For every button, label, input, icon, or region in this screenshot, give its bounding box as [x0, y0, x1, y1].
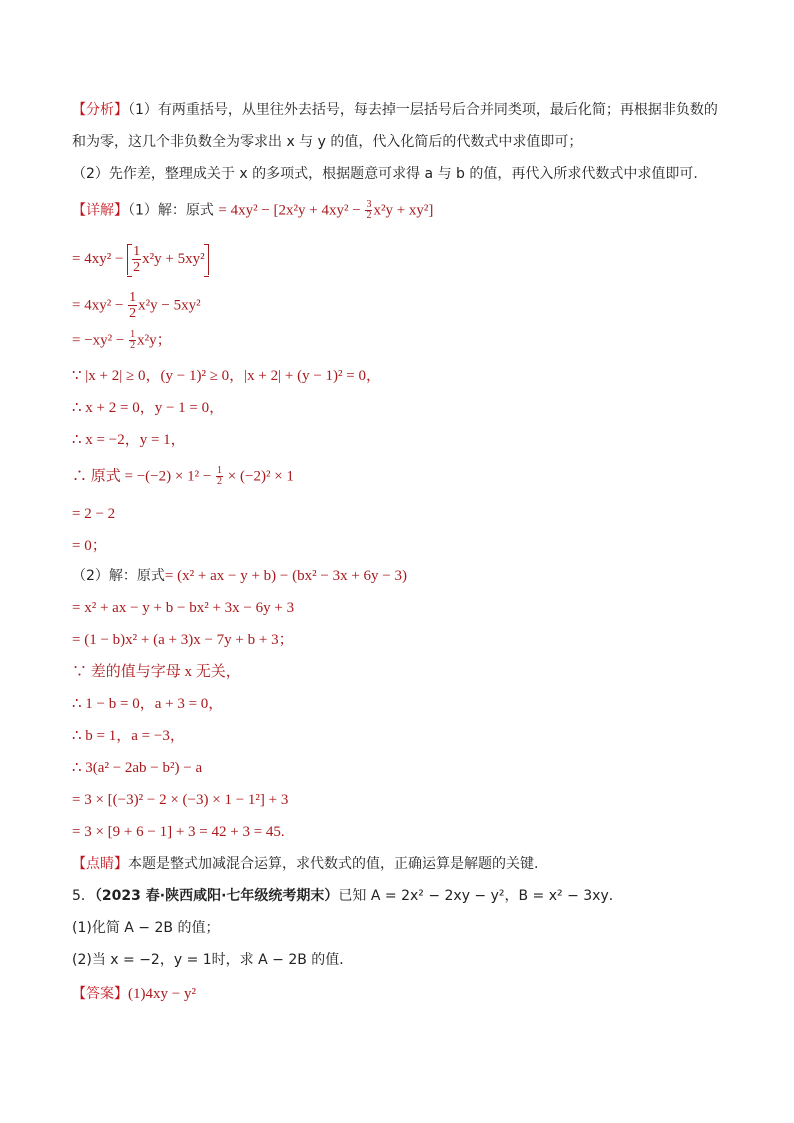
- question-5-stem: [72, 886, 623, 906]
- detail-part2-line-5: ∴ 1 − b = 0，a + 3 = 0，: [72, 696, 224, 712]
- step-2a: = 4xy² −: [72, 250, 128, 267]
- question-source: （2023 春·陕西咸阳·七年级统考期末）: [94, 888, 339, 904]
- analysis-line-3: （2）先作差，整理成关于 x 的多项式，根据题意可求得 a 与 b 的值，再代入所求代数式中求值即可.: [72, 166, 698, 182]
- detail-part2-line-1: [72, 566, 407, 586]
- detail-part2-line-4: ∵ 差的值与字母 x 无关，: [72, 664, 241, 680]
- detail-line-4: [72, 330, 172, 351]
- detail-part2-line-6: ∴ b = 1，a = −3，: [72, 728, 185, 744]
- detail-part2-line-8: = 3 × [(−3)² − 2 × (−3) × 1 − 1²] + 3: [72, 792, 289, 808]
- step-3b: x²y − 5xy²: [138, 297, 201, 314]
- fraction: $\frac{1}{2}$: [129, 290, 137, 321]
- answer-text: (1)4xy − y²: [128, 986, 196, 1002]
- fraction: $\frac{3}{2}$: [366, 199, 372, 221]
- detail-line-5: ∵ |x + 2| ≥ 0，(y − 1)² ≥ 0，|x + 2| + (y − 1)² = 0，: [72, 368, 382, 384]
- answer-tag: 【答案】: [72, 986, 128, 1002]
- part2-prefix: （2）解：原式: [72, 568, 165, 584]
- fraction: $\frac{1}{2}$: [217, 465, 223, 487]
- fraction: $\frac{1}{2}$: [130, 329, 136, 351]
- question-stem: 已知 A = 2x² − 2xy − y²，B = x² − 3xy．: [338, 888, 623, 904]
- analysis-tag: 【分析】: [72, 102, 128, 118]
- step-3a: = 4xy² −: [72, 297, 128, 314]
- fraction: $\frac{1}{2}$: [133, 244, 141, 275]
- comment-tag: 【点睛】: [72, 856, 128, 872]
- part2-step-1: = (x² + ax − y + b) − (bx² − 3x + 6y − 3): [164, 568, 407, 584]
- detail-line-6: ∴ x + 2 = 0，y − 1 = 0，: [72, 400, 225, 416]
- detail-tag: 【详解】: [72, 202, 128, 219]
- step-1a: = 4xy² − [2x²y + 4xy² −: [218, 202, 365, 219]
- detail-line-2: [72, 244, 209, 275]
- detail-part2-line-2: = x² + ax − y + b − bx² + 3x − 6y + 3: [72, 600, 295, 616]
- analysis-line-2: 和为零，这几个非负数全为零求出 x 与 y 的值，代入化简后的代数式中求值即可；: [72, 134, 583, 150]
- detail-line-10: = 0；: [72, 538, 107, 554]
- detail-line-1: [72, 200, 433, 221]
- step-8b: × (−2)² × 1: [224, 468, 294, 485]
- detail-line-8: [72, 466, 294, 487]
- comment-text: 本题是整式加减混合运算，求代数式的值，正确运算是解题的关键.: [128, 856, 539, 872]
- step-4b: x²y；: [137, 332, 172, 349]
- detail-part2-line-3: = (1 − b)x² + (a + 3)x − 7y + b + 3；: [72, 632, 294, 648]
- answer-line: [72, 984, 196, 1004]
- step-4a: = −xy² −: [72, 332, 129, 349]
- step-8a: ∴ 原式 = −(−2) × 1² −: [72, 468, 216, 485]
- detail-part2-line-7: ∴ 3(a² − 2ab − b²) − a: [72, 760, 203, 776]
- detail-line-3: [72, 290, 201, 321]
- question-number: 5．: [72, 888, 95, 904]
- detail-part2-line-9: = 3 × [9 + 6 − 1] + 3 = 42 + 3 = 45.: [72, 824, 285, 840]
- analysis-line-1: [72, 100, 718, 120]
- comment-line: [72, 854, 538, 874]
- analysis-text-1: （1）有两重括号，从里往外去括号，每去掉一层括号后合并同类项，最后化简；再根据非负数的: [128, 102, 718, 118]
- bracket-group: [127, 244, 208, 275]
- part1-prefix: （1）解：原式: [128, 202, 214, 219]
- question-5-part-1: (1)化简 A − 2B 的值；: [72, 920, 220, 936]
- detail-line-7: ∴ x = −2，y = 1，: [72, 432, 186, 448]
- step-1b: x²y + xy²]: [373, 202, 434, 219]
- detail-line-9: = 2 − 2: [72, 506, 116, 522]
- step-2b: x²y + 5xy²: [142, 250, 205, 267]
- question-5-part-2: (2)当 x = −2，y = 1时，求 A − 2B 的值．: [72, 952, 354, 968]
